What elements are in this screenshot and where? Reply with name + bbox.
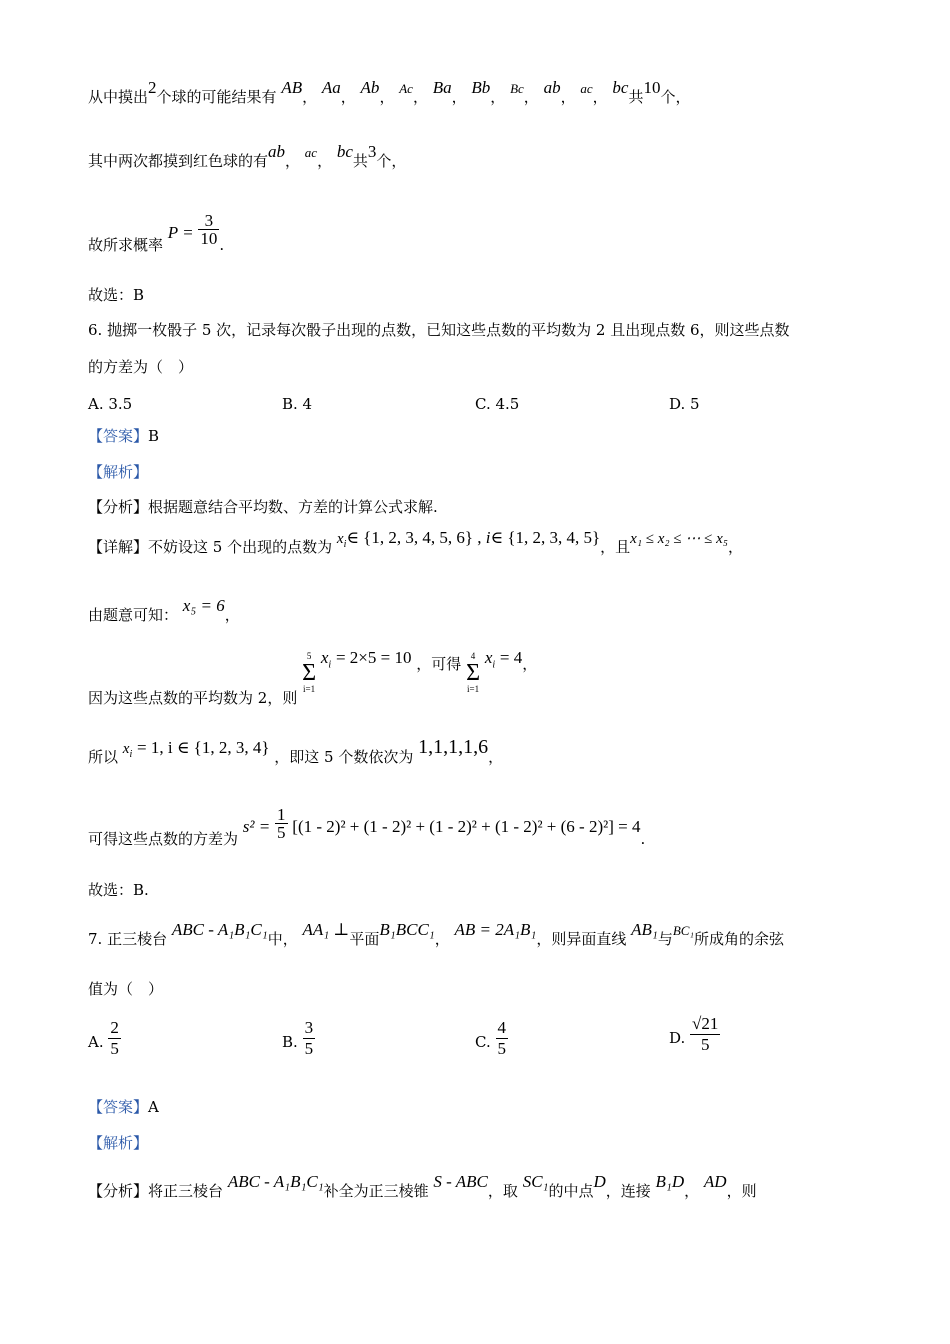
text: ，	[522, 655, 538, 673]
detail-6	[88, 528, 743, 559]
math-segment: SC₁	[522, 1172, 549, 1191]
text: 将正三棱台	[148, 1182, 224, 1200]
fraction	[108, 1018, 121, 1059]
sum-upper: 5	[306, 651, 312, 661]
sum-lower: i=1	[303, 684, 316, 694]
fraction-numerator: 2	[110, 1018, 119, 1037]
text: ,	[473, 528, 486, 547]
option-a: A. 3.5	[88, 395, 133, 413]
fraction	[690, 1014, 720, 1055]
math-perp: AA₁ ⊥	[302, 920, 350, 939]
math-set: ∈ {1, 2, 3, 4, 5, 6}	[346, 528, 473, 547]
line-probability	[88, 206, 225, 254]
fraction-numerator: 1	[277, 805, 286, 824]
answer-tag: 【答案】	[88, 1098, 149, 1116]
math-line: BC₁	[672, 923, 694, 938]
answer-6	[88, 429, 159, 444]
math-number: 2	[148, 78, 157, 97]
text: 故所求概率	[88, 235, 164, 254]
sum-lower: i=1	[467, 684, 480, 694]
math-outcome: ab	[268, 142, 286, 161]
text: 个，	[660, 88, 691, 106]
text: 7. 正三棱台	[88, 930, 168, 948]
math-xi: $x_i$	[320, 648, 332, 671]
text: ，且	[600, 538, 631, 556]
text: ，	[434, 930, 450, 948]
step-1	[88, 596, 240, 624]
fraction	[198, 212, 219, 247]
answer-tag: 【答案】	[88, 427, 149, 445]
option-b	[282, 1018, 315, 1059]
option-d	[669, 1014, 720, 1055]
sigma-icon: Σ	[302, 660, 317, 686]
math-outcome: bc	[336, 142, 353, 161]
text: 其中两次都摸到红色球的有	[88, 152, 269, 170]
math-xi: $x_i$	[336, 531, 347, 550]
math-xi: $x_i$	[484, 648, 496, 671]
analysis-tag: 【解析】	[88, 1134, 149, 1152]
text: 由题意可知：	[88, 606, 179, 624]
text: 平面	[349, 930, 380, 948]
fraction-denominator: 5	[497, 1039, 506, 1058]
text: ，则	[726, 1182, 757, 1200]
math-set: ∈ {1, 2, 3, 4, 5}	[490, 528, 601, 547]
fraction-denominator: 5	[304, 1039, 314, 1058]
math-frustum: ABC - A₁B₁C₁	[227, 1172, 324, 1191]
option-label: D.	[669, 1028, 686, 1047]
analysis-7	[88, 1172, 757, 1200]
text: 共	[352, 152, 368, 170]
option-label: B.	[282, 1032, 298, 1051]
conclusion: 故选：B.	[88, 881, 149, 899]
math-xi: $x_i$	[122, 741, 133, 760]
math-eq: x₅ = 6	[182, 596, 225, 615]
math-var: i	[485, 528, 491, 547]
math-outcome: AB	[281, 78, 303, 97]
detail-label: 【详解】	[88, 538, 149, 556]
analysis-label: 【分析】	[88, 498, 149, 516]
math-plane: B₁BCC₁	[379, 920, 435, 939]
text: 的中点	[548, 1182, 594, 1200]
option-label: C.	[475, 1032, 491, 1051]
math-segment: AD	[703, 1172, 727, 1191]
text: ，	[684, 1182, 700, 1200]
fraction-numerator: 3	[204, 211, 214, 230]
math-number: 10	[643, 78, 661, 97]
text: 与	[657, 930, 673, 948]
fraction-denominator: 5	[110, 1039, 119, 1058]
math-eq: = 2×5 = 10	[335, 648, 412, 667]
text: 个球的可能结果有	[156, 88, 277, 106]
text: 补全为正三棱锥	[323, 1182, 429, 1200]
conclusion: 故选：B	[88, 286, 145, 304]
text: ，可得	[416, 655, 462, 673]
question-6-stem-cont: 的方差为（ ）	[88, 358, 194, 376]
option-b: B. 4	[282, 395, 313, 413]
question-6-stem: 6. 抛掷一枚骰子 5 次，记录每次骰子出现的点数，已知这些点数的平均数为 2 且出现点数 6，则这些点数	[88, 321, 790, 339]
math-eq: = 1, i ∈ {1, 2, 3, 4}	[137, 738, 270, 757]
math-outcome: bc	[612, 78, 629, 97]
text: 不妨设这 5 个出现的点数为	[148, 538, 333, 556]
math-outcome: Ac	[399, 81, 413, 96]
math-var: x	[336, 531, 344, 547]
sum-upper: 4	[470, 651, 476, 661]
text: ，则异面直线	[536, 930, 627, 948]
fraction	[303, 1018, 316, 1059]
math-point: D	[593, 1172, 606, 1191]
text: ，取	[487, 1182, 518, 1200]
option-d: D. 5	[669, 395, 700, 413]
sum-operator	[466, 652, 480, 694]
text: ，即这 5 个数依次为	[274, 748, 414, 766]
math-lhs: P =	[167, 222, 194, 242]
line-outcomes: 从中摸出2个球的可能结果有 AB， Aa， Ab， Ac， Ba， Bb， Bc， ab， ac， bc共10个，	[88, 78, 691, 106]
text: ，	[727, 538, 743, 556]
math-outcome: Aa	[321, 78, 341, 97]
option-c: C. 4.5	[475, 395, 520, 413]
sum-operator	[302, 652, 316, 694]
math-outcome: Bb	[471, 78, 491, 97]
fraction-denominator: 10	[200, 229, 218, 248]
question-7-stem-cont: 值为（ ）	[88, 980, 164, 998]
analysis-label: 【分析】	[88, 1182, 149, 1200]
math-seq: 1,1,1,1,6	[418, 736, 489, 758]
line-red-outcomes: 其中两次都摸到红色球的有ab， ac， bc共3个，	[88, 142, 407, 170]
math-eq: = 4	[499, 648, 523, 667]
text: 个，	[376, 152, 407, 170]
text: .	[219, 235, 225, 254]
math-eq: AB = 2A₁B₁	[454, 920, 537, 939]
fraction	[496, 1018, 509, 1059]
text: ，	[224, 606, 240, 624]
fraction-numerator: 4	[497, 1018, 506, 1037]
text: ，	[488, 748, 504, 766]
fraction-denominator: 5	[277, 823, 286, 842]
text: 所以	[88, 748, 119, 766]
math-outcome: Ba	[432, 78, 452, 97]
step-2	[88, 648, 538, 707]
step-3	[88, 736, 504, 769]
math-number: 3	[367, 142, 377, 161]
analysis-tag: 【解析】	[88, 463, 149, 481]
question-7-stem	[88, 920, 784, 948]
text: 从中摸出	[88, 88, 149, 106]
text: ，连接	[605, 1182, 651, 1200]
answer-value: B	[148, 427, 160, 445]
option-c	[475, 1018, 508, 1059]
fraction-numerator: 3	[304, 1018, 314, 1037]
math-frustum: ABC - A₁B₁C₁	[171, 920, 268, 939]
math-outcome: ab	[543, 78, 561, 97]
analysis-text: 根据题意结合平均数、方差的计算公式求解.	[148, 498, 438, 516]
text: 因为这些点数的平均数为 2，则	[88, 689, 298, 707]
math-line: AB₁	[631, 920, 658, 939]
math-outcome: ac	[304, 145, 318, 160]
math-segment: B₁D	[655, 1172, 685, 1191]
math-outcome: Ab	[360, 78, 380, 97]
math-lhs: s² =	[242, 816, 271, 836]
text: 共	[628, 88, 644, 106]
answer-value: A	[148, 1098, 159, 1116]
math-outcome: Bc	[510, 81, 524, 96]
text: 中，	[267, 930, 298, 948]
math-pyramid: S - ABC	[433, 1172, 488, 1191]
math-variance: [(1 - 2)² + (1 - 2)² + (1 - 2)² + (1 - 2)² + (6 - 2)²] = 4	[292, 816, 641, 836]
option-a	[88, 1018, 121, 1059]
analysis-6	[88, 500, 438, 515]
fraction-denominator: 5	[690, 1034, 720, 1055]
math-inequality: x₁ ≤ x₂ ≤ ⋯ ≤ x₅	[630, 531, 728, 547]
sigma-icon: Σ	[466, 660, 481, 686]
fraction	[275, 806, 288, 841]
text: .	[640, 829, 646, 848]
text: 可得这些点数的方差为	[88, 829, 239, 848]
step-4	[88, 796, 646, 848]
math-outcome: ac	[580, 81, 593, 96]
fraction-numerator: √21	[692, 1014, 719, 1033]
option-label: A.	[88, 1032, 104, 1051]
answer-7	[88, 1100, 159, 1115]
text: 所成角的余弦	[693, 930, 784, 948]
